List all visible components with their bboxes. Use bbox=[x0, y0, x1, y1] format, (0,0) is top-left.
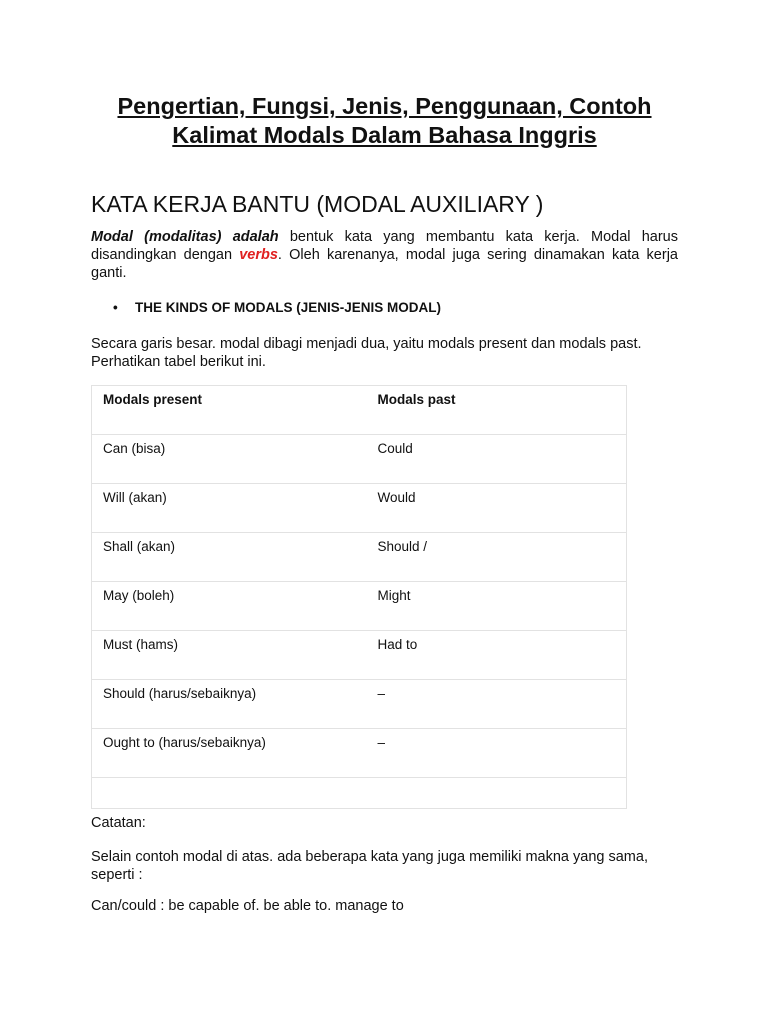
table-row bbox=[92, 435, 627, 484]
table-cell-present: Ought to (harus/sebaiknya) bbox=[92, 729, 367, 778]
intro-text-before-verbs: bentuk kata yang membantu kata kerja. Modal harus disandingkan dengan bbox=[91, 229, 678, 263]
modals-table bbox=[91, 385, 627, 809]
table-cell-present: Shall (akan) bbox=[92, 533, 367, 582]
title-line-1: Pengertian, Fungsi, Jenis, Penggunaan, Contoh bbox=[117, 93, 652, 119]
table-cell-past: Should / bbox=[367, 533, 627, 582]
table-cell-present: Can (bisa) bbox=[92, 435, 367, 484]
bullet-text: THE KINDS OF MODALS (JENIS-JENIS MODAL) bbox=[135, 300, 442, 315]
table-header-present: Modals present bbox=[103, 392, 203, 407]
table-cell-past: Would bbox=[367, 484, 627, 533]
table-row bbox=[92, 484, 627, 533]
document-page bbox=[91, 92, 678, 914]
table-cell-past: Might bbox=[367, 582, 627, 631]
table-row bbox=[92, 582, 627, 631]
table-empty-row bbox=[92, 778, 627, 809]
catatan-label: Catatan: bbox=[91, 815, 146, 831]
secara-paragraph: Secara garis besar. modal dibagi menjadi dua, yaitu modals present dan modals past. Perhatikan tabel berikut ini. bbox=[91, 336, 642, 370]
table-cell-present: May (boleh) bbox=[92, 582, 367, 631]
table-cell-present: Must (hams) bbox=[92, 631, 367, 680]
title-line-2: Kalimat Modals Dalam Bahasa Inggris bbox=[172, 122, 597, 148]
selain-paragraph: Selain contoh modal di atas. ada beberapa kata yang juga memiliki makna yang sama, seperti : bbox=[91, 849, 648, 883]
table-cell-empty bbox=[92, 778, 367, 809]
table-cell-past: Had to bbox=[367, 631, 627, 680]
table-cell-past: – bbox=[367, 680, 627, 729]
can-could-line: Can/could : be capable of. be able to. manage to bbox=[91, 898, 404, 914]
table-header-row bbox=[92, 386, 627, 435]
table-cell-past: Could bbox=[367, 435, 627, 484]
table-row bbox=[92, 729, 627, 778]
section-heading: KATA KERJA BANTU (MODAL AUXILIARY ) bbox=[91, 191, 544, 217]
table-cell-empty bbox=[367, 778, 627, 809]
page-title bbox=[91, 92, 678, 150]
intro-paragraph bbox=[91, 228, 678, 282]
verbs-highlight: verbs bbox=[239, 247, 278, 263]
table-row bbox=[92, 631, 627, 680]
bullet-list-item bbox=[113, 299, 441, 317]
table-cell-present: Will (akan) bbox=[92, 484, 367, 533]
table-header-past: Modals past bbox=[377, 392, 456, 407]
bullet-icon: • bbox=[113, 300, 118, 315]
table-cell-past: – bbox=[367, 729, 627, 778]
intro-term: Modal (modalitas) adalah bbox=[91, 229, 279, 245]
table-row bbox=[92, 680, 627, 729]
table-row bbox=[92, 533, 627, 582]
intro-text-after-verbs: . Oleh karenanya, modal juga sering dinamakan kata kerja ganti. bbox=[91, 247, 678, 281]
table-cell-present: Should (harus/sebaiknya) bbox=[92, 680, 367, 729]
